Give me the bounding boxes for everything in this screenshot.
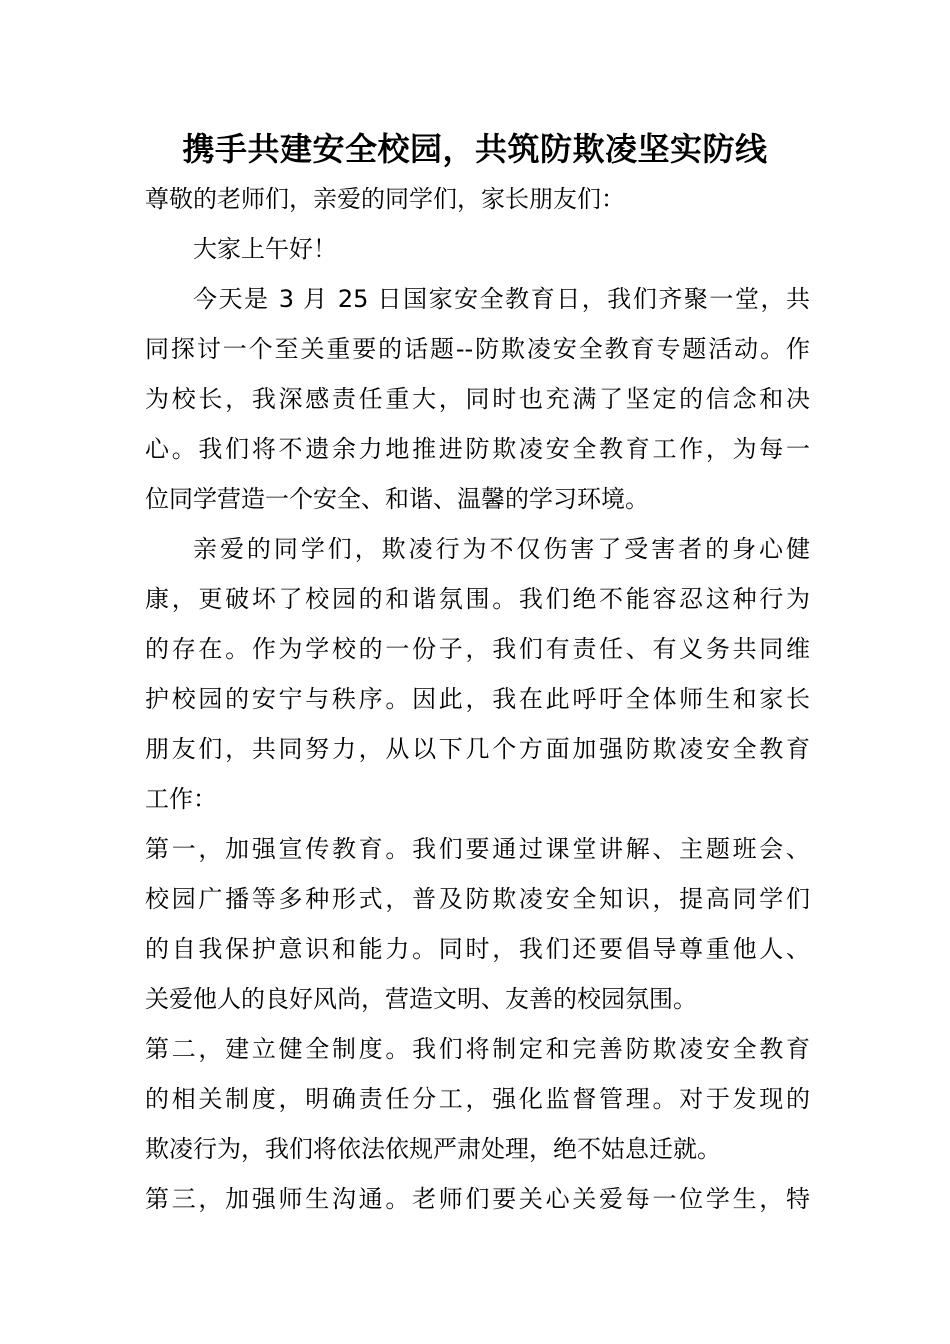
text-line: 工作：	[145, 785, 217, 813]
text-line: 今天是 3 月 25 日国家安全教育日，我们齐聚一堂，共	[193, 285, 810, 313]
text-line: 位同学营造一个安全、和谐、温馨的学习环境。	[145, 485, 649, 513]
text-line: 关爱他人的良好风尚，营造文明、友善的校园氛围。	[145, 985, 697, 1013]
text-line: 校园广播等多种形式，普及防欺凌安全知识，提高同学们	[145, 885, 810, 913]
text-line: 亲爱的同学们，欺凌行为不仅伤害了受害者的身心健	[193, 535, 810, 563]
text-line: 第一，加强宣传教育。我们要通过课堂讲解、主题班会、	[145, 835, 810, 863]
document-body	[145, 174, 810, 1224]
text-line: 心。我们将不遗余力地推进防欺凌安全教育工作，为每一	[145, 435, 810, 463]
text-line: 第二，建立健全制度。我们将制定和完善防欺凌安全教育	[145, 1035, 810, 1063]
text-line: 为校长，我深感责任重大，同时也充满了坚定的信念和决	[145, 385, 810, 413]
text-line: 欺凌行为，我们将依法依规严肃处理，绝不姑息迁就。	[145, 1135, 721, 1163]
text-line: 第三，加强师生沟通。老师们要关心关爱每一位学生，特	[145, 1185, 810, 1213]
text-line: 护校园的安宁与秩序。因此，我在此呼吁全体师生和家长	[145, 685, 810, 713]
text-line: 的自我保护意识和能力。同时，我们还要倡导尊重他人、	[145, 935, 810, 963]
text-line: 的存在。作为学校的一份子，我们有责任、有义务共同维	[145, 635, 810, 663]
text-line: 朋友们，共同努力，从以下几个方面加强防欺凌安全教育	[145, 735, 810, 763]
document-title: 携手共建安全校园，共筑防欺凌坚实防线	[182, 130, 768, 168]
paragraph-appeal	[145, 524, 810, 824]
paragraph-point-two	[145, 1024, 810, 1174]
paragraph-intro	[145, 274, 810, 524]
paragraph-point-one	[145, 824, 810, 1024]
greeting-line: 大家上午好！	[193, 235, 337, 263]
salutation-line: 尊敬的老师们，亲爱的同学们，家长朋友们：	[145, 185, 625, 213]
paragraph-point-three	[145, 1174, 810, 1224]
text-line: 同探讨一个至关重要的话题--防欺凌安全教育专题活动。作	[145, 335, 810, 363]
text-line: 康，更破坏了校园的和谐氛围。我们绝不能容忍这种行为	[145, 585, 810, 613]
text-line: 的相关制度，明确责任分工，强化监督管理。对于发现的	[145, 1085, 810, 1113]
